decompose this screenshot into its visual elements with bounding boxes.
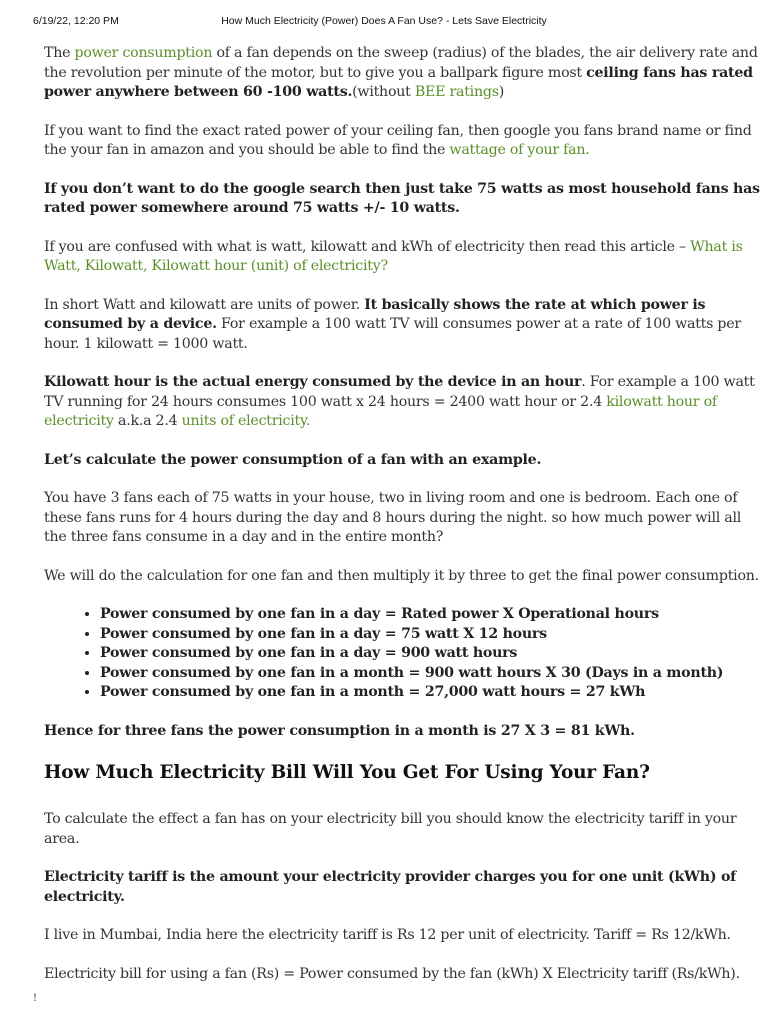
- paragraph-calculation-approach: We will do the calculation for one fan and then multiply it by three to get the final power consumption.: [44, 567, 759, 584]
- list-item: • Power consumed by one fan in a day = Rated power X Operational hours: [100, 605, 762, 625]
- paragraph-default-75-watts: If you don’t want to do the google search then just take 75 watts as most household fans has rated power somewhere around 75 watts +/- 10 watts.: [44, 180, 760, 216]
- list-item: • Power consumed by one fan in a day = 900 watt hours: [100, 644, 762, 664]
- link-power-consumption[interactable]: power consumption: [74, 45, 213, 61]
- paragraph-fan-power-range: The power consumption of a fan depends on the sweep (radius) of the blades, the air delivery rate and the revolution per minute of the motor, but to give you a ballpark figure most ceiling fans has rated power anywhere between 60 -100 watts.(without BEE ratings): [44, 45, 758, 100]
- link-bee-ratings[interactable]: BEE ratings: [414, 84, 499, 100]
- article-body: [44, 44, 762, 1003]
- paragraph-find-wattage: If you want to find the exact rated power of your ceiling fan, then google you fans brand name or find the your fan in amazon and you should be able to find the wattage of your fan.: [44, 122, 752, 158]
- link-wattage-of-fan[interactable]: wattage of your fan.: [449, 142, 590, 158]
- calculation-list: [44, 605, 762, 703]
- paragraph-example-scenario: You have 3 fans each of 75 watts in your house, two in living room and one is bedroom. Each one of these fans runs for 4 hours during the day and 8 hours during the night. so how much power will all the three fans consume in a day and in the entire month?: [44, 490, 742, 545]
- paragraph-example-intro: Let’s calculate the power consumption of a fan with an example.: [44, 451, 542, 468]
- paragraph-tariff-definition: Electricity tariff is the amount your electricity provider charges you for one unit (kWh) of electricity.: [44, 869, 737, 905]
- list-item: • Power consumed by one fan in a month = 900 watt hours X 30 (Days in a month): [100, 664, 762, 684]
- paragraph-three-fans-total: Hence for three fans the power consumption in a month is 27 X 3 = 81 kWh.: [44, 722, 635, 739]
- print-date: 6/19/22, 12:20 PM: [33, 15, 119, 27]
- page-footer-mark: !: [33, 993, 38, 1004]
- list-item: • Power consumed by one fan in a day = 75 watt X 12 hours: [100, 625, 762, 645]
- link-kwh[interactable]: kWh: [674, 869, 710, 885]
- section-heading-electricity-bill: How Much Electricity Bill Will You Get For Using Your Fan?: [44, 762, 650, 783]
- paragraph-mumbai-tariff: I live in Mumbai, India here the electricity tariff is Rs 12 per unit of electricity. Tariff = Rs 12/kWh.: [44, 927, 731, 943]
- link-watts[interactable]: watts.: [306, 84, 353, 100]
- paragraph-units-of-power: In short Watt and kilowatt are units of power. It basically shows the rate at which power is consumed by a device. For example a 100 watt TV will consumes power at a rate of 100 watts per hour. 1 kilowatt = 1000 watt.: [44, 296, 741, 352]
- link-kilowatt-hour-of-electricity[interactable]: kilowatt hour of electricity: [44, 393, 717, 429]
- list-item: • Power consumed by one fan in a month = 27,000 watt hours = 27 kWh: [100, 683, 762, 703]
- link-electricity-tariff[interactable]: Electricity tariff: [44, 869, 168, 885]
- paragraph-tariff-intro: To calculate the effect a fan has on your electricity bill you should know the electricity tariff in your area.: [44, 811, 737, 847]
- paragraph-bill-formula: Electricity bill for using a fan (Rs) = Power consumed by the fan (kWh) X Electricity tariff (Rs/kWh).: [44, 965, 740, 982]
- paragraph-kilowatt-hour: Kilowatt hour is the actual energy consumed by the device in an hour. For example a 100 watt TV running for 24 hours consumes 100 watt x 24 hours = 2400 watt hour or 2.4 kilowatt hour of electricity a.k.a 2.4 units of electricity.: [44, 374, 755, 429]
- link-what-is-watt[interactable]: What is Watt, Kilowatt, Kilowatt hour (unit) of electricity?: [44, 238, 743, 274]
- print-page-title: How Much Electricity (Power) Does A Fan Use? - Lets Save Electricity: [221, 15, 547, 27]
- paragraph-watt-article: If you are confused with what is watt, kilowatt and kWh of electricity then read this article – What is Watt, Kilowatt, Kilowatt hour (unit) of electricity?: [44, 238, 743, 274]
- print-header: [0, 15, 768, 31]
- link-units-of-electricity[interactable]: units of electricity.: [181, 413, 311, 429]
